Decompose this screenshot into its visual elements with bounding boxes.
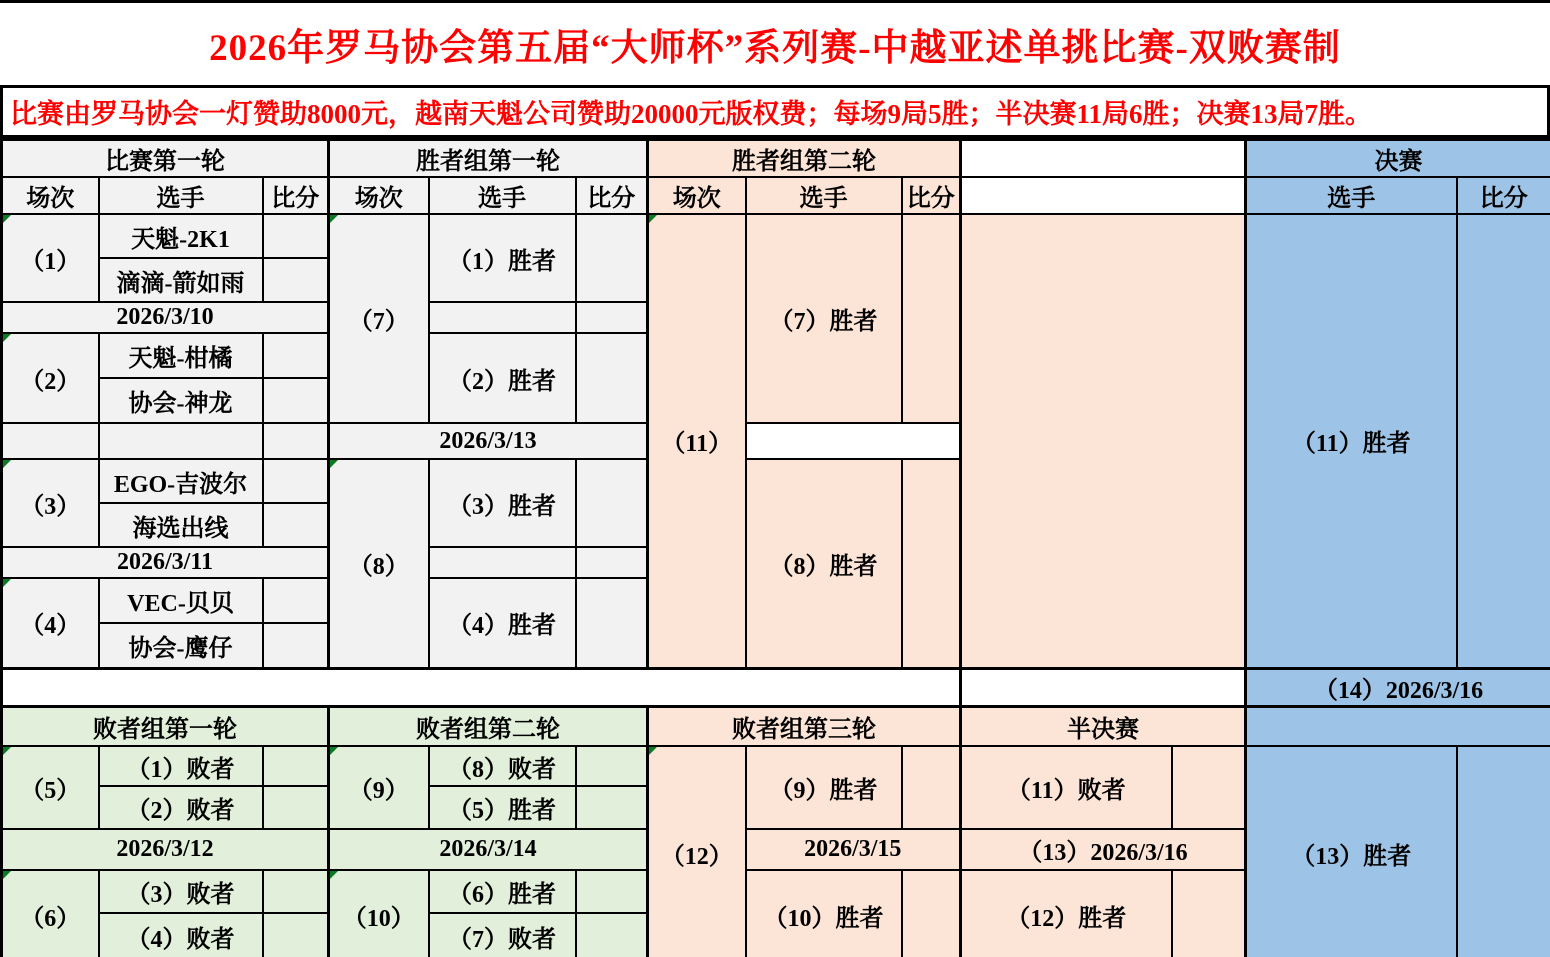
match-no-cell-3: （3）: [2, 459, 99, 547]
winner-cell-4: （4）胜者: [429, 578, 576, 668]
match-no-cell-12: （12）: [648, 746, 746, 957]
loser-cell-8: （8）败者: [429, 746, 576, 786]
score-cell: [576, 870, 648, 913]
player-cell-m4p1: VEC-贝贝: [99, 578, 263, 623]
player-cell-m3p2: 海选出线: [99, 503, 263, 547]
match-no-cell-5: （5）: [2, 746, 99, 829]
header-blank-cell: [961, 140, 1246, 178]
loser-cell-1: （1）败者: [99, 746, 263, 786]
col-header-match-wb1: 场次: [329, 177, 429, 214]
score-cell: [902, 214, 961, 423]
match-no-cell-6: （6）: [2, 870, 99, 957]
match-no-cell-2: （2）: [2, 333, 99, 423]
score-cell: [576, 786, 648, 829]
section-header-losers-round3: 败者组第三轮: [648, 706, 961, 746]
score-cell: [1457, 214, 1550, 668]
col-header-score-final: 比分: [1457, 177, 1550, 214]
final-winner-cell-13: （13）胜者: [1246, 746, 1457, 957]
score-cell: [902, 746, 961, 829]
score-cell: [263, 423, 329, 459]
score-cell: [263, 214, 329, 258]
empty-player-cell: [99, 423, 263, 459]
match-no-cell-7: （7）: [329, 214, 429, 423]
separator-cell: [2, 668, 961, 706]
score-cell: [1172, 746, 1246, 829]
loser-cell-4: （4）败者: [99, 913, 263, 957]
winner-cell-7: （7）胜者: [746, 214, 902, 423]
score-cell: [263, 913, 329, 957]
winner-cell-1: （1）胜者: [429, 214, 576, 302]
section-header-round1: 比赛第一轮: [2, 140, 329, 178]
player-cell-m2p1: 天魁-柑橘: [99, 333, 263, 378]
col-header-score-wb1: 比分: [576, 177, 648, 214]
winner-cell-9: （9）胜者: [746, 746, 902, 829]
header-blank-cell: [961, 177, 1246, 214]
semi-date-cell-13: （13）2026/3/16: [961, 829, 1246, 870]
date-cell-round1-a: 2026/3/10: [2, 302, 329, 333]
match-no-cell-9: （9）: [329, 746, 429, 829]
date-cell-lb1: 2026/3/12: [2, 829, 329, 870]
score-cell: [576, 214, 648, 302]
section-header-final: 决赛: [1246, 140, 1550, 178]
final-winner-cell-11: （11）胜者: [1246, 214, 1457, 668]
winner-cell-5: （5）胜者: [429, 786, 576, 829]
winner-cell-3: （3）胜者: [429, 459, 576, 547]
player-cell-m2p2: 协会-神龙: [99, 378, 263, 423]
match-no-cell-11: （11）: [648, 214, 746, 668]
spacer-cell-peach: [961, 214, 1246, 668]
score-cell: [263, 870, 329, 913]
score-cell: [263, 746, 329, 786]
player-cell-m3p1: EGO-吉波尔: [99, 459, 263, 503]
date-cell-lb3: 2026/3/15: [746, 829, 961, 870]
score-cell: [263, 459, 329, 503]
col-header-score-wb2: 比分: [902, 177, 961, 214]
empty-match-cell: [2, 423, 99, 459]
loser-cell-7: （7）败者: [429, 913, 576, 957]
section-header-winners-round1: 胜者组第一轮: [329, 140, 648, 178]
score-cell: [263, 378, 329, 423]
score-cell: [263, 333, 329, 378]
score-cell: [576, 913, 648, 957]
semi-winner-cell-12: （12）胜者: [961, 870, 1172, 957]
col-header-player-wb1: 选手: [429, 177, 576, 214]
empty-player-cell: [429, 547, 576, 578]
final-date-cell-14: （14）2026/3/16: [1246, 668, 1550, 706]
score-cell: [1457, 746, 1550, 957]
score-cell: [902, 459, 961, 668]
score-cell: [576, 302, 648, 333]
match-no-cell-1: （1）: [2, 214, 99, 302]
score-cell: [576, 333, 648, 423]
empty-player-cell: [429, 302, 576, 333]
score-cell: [902, 870, 961, 957]
date-cell-round1-b: 2026/3/11: [2, 547, 329, 578]
score-cell: [263, 503, 329, 547]
match-no-cell-10: （10）: [329, 870, 429, 957]
section-header-semifinal: 半决赛: [961, 706, 1246, 746]
sponsor-info-bar: 比赛由罗马协会一灯赞助8000元，越南天魁公司赞助20000元版权费；每场9局5胜；半决赛11局6胜；决赛13局7胜。: [0, 85, 1550, 138]
score-cell: [263, 258, 329, 302]
score-cell: [576, 746, 648, 786]
score-cell: [263, 623, 329, 668]
loser-cell-2: （2）败者: [99, 786, 263, 829]
date-cell-wb1: 2026/3/13: [329, 423, 648, 459]
section-header-winners-round2: 胜者组第二轮: [648, 140, 961, 178]
date-cell-lb2: 2026/3/14: [329, 829, 648, 870]
score-cell: [263, 578, 329, 623]
section-header-losers-round2: 败者组第二轮: [329, 706, 648, 746]
section-header-losers-round1: 败者组第一轮: [2, 706, 329, 746]
bracket-table: [0, 138, 1550, 957]
player-cell-m4p2: 协会-鹰仔: [99, 623, 263, 668]
player-cell-m1p2: 滴滴-箭如雨: [99, 258, 263, 302]
winner-cell-6: （6）胜者: [429, 870, 576, 913]
page-title: 2026年罗马协会第五届“大师杯”系列赛-中越亚述单挑比赛-双败赛制: [209, 28, 1341, 69]
score-cell: [576, 578, 648, 668]
match-no-cell-4: （4）: [2, 578, 99, 668]
score-cell: [576, 547, 648, 578]
score-cell: [576, 459, 648, 547]
winner-cell-10: （10）胜者: [746, 870, 902, 957]
col-header-player-final: 选手: [1246, 177, 1457, 214]
loser-cell-3: （3）败者: [99, 870, 263, 913]
separator-cell: [961, 668, 1246, 706]
winner-cell-8: （8）胜者: [746, 459, 902, 668]
match-no-cell-8: （8）: [329, 459, 429, 668]
winner-cell-2: （2）胜者: [429, 333, 576, 423]
col-header-player-round1: 选手: [99, 177, 263, 214]
col-header-match-wb2: 场次: [648, 177, 746, 214]
score-cell: [263, 786, 329, 829]
score-cell: [1172, 870, 1246, 957]
col-header-player-wb2: 选手: [746, 177, 902, 214]
spacer-cell-blue: [1246, 706, 1550, 746]
semi-loser-cell-11: （11）败者: [961, 746, 1172, 829]
col-header-score-round1: 比分: [263, 177, 329, 214]
player-cell-m1p1: 天魁-2K1: [99, 214, 263, 258]
col-header-match-round1: 场次: [2, 177, 99, 214]
